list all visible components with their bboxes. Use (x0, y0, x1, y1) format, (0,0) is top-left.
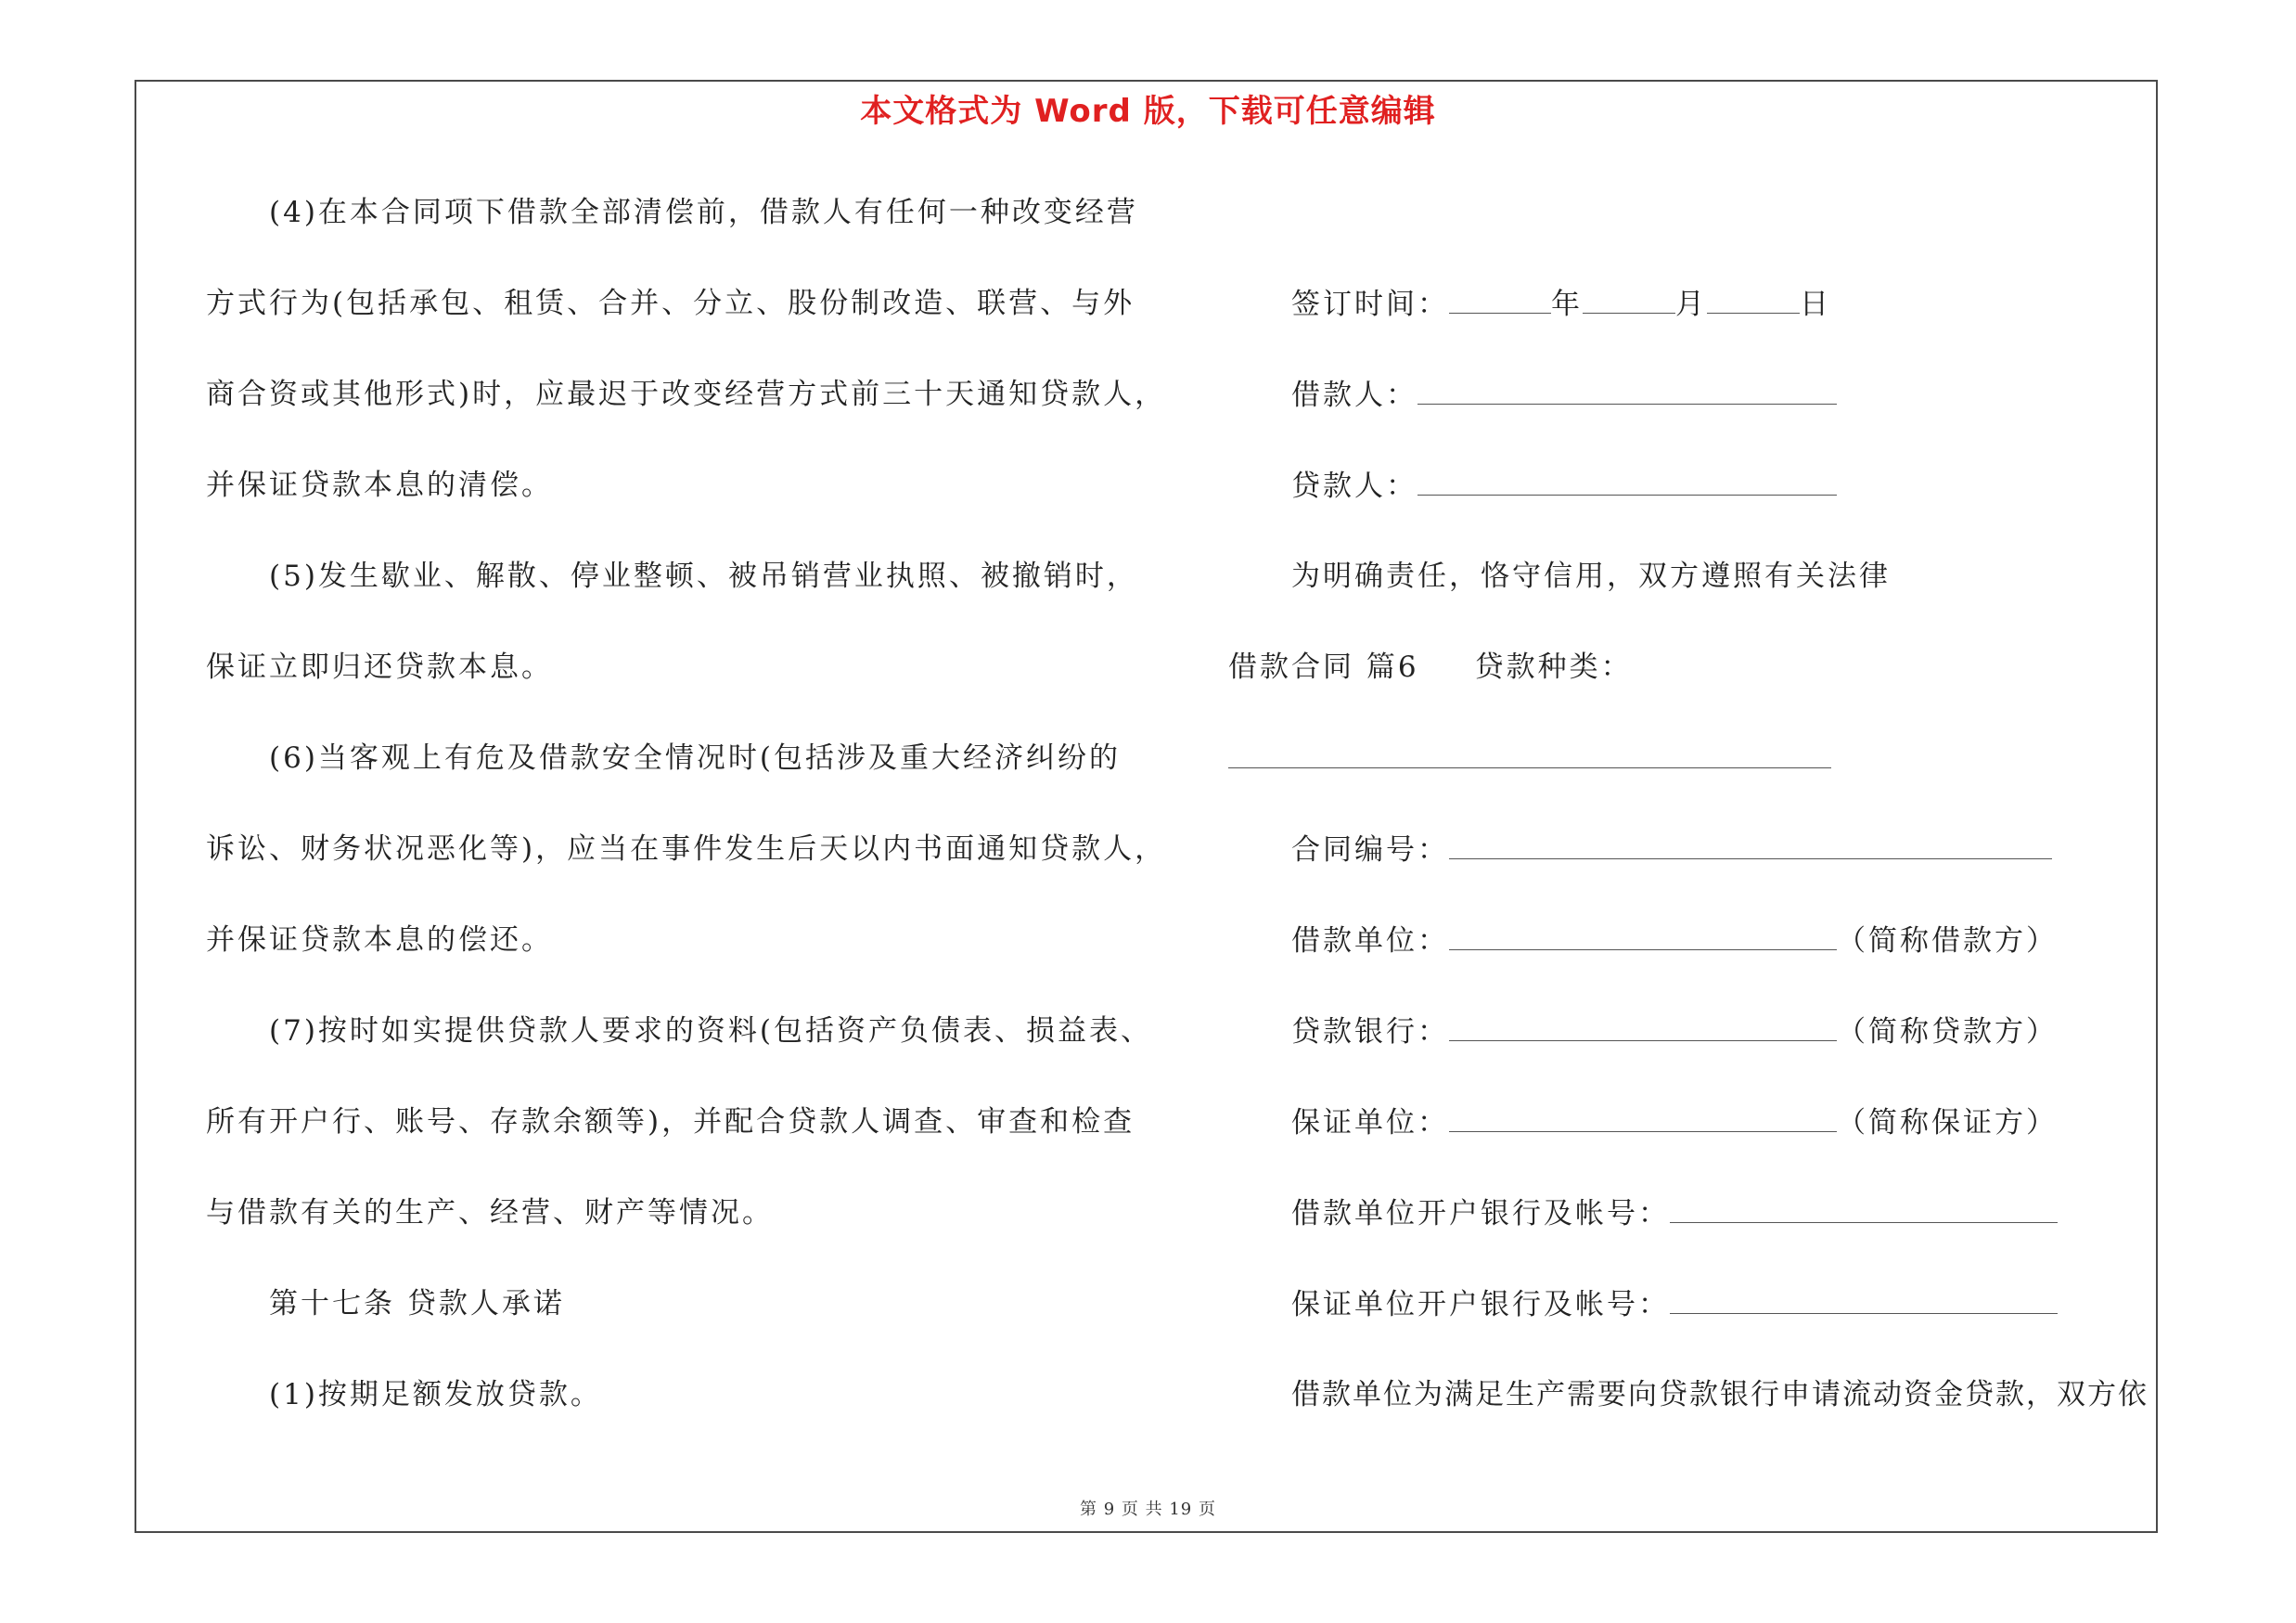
lender-line (1291, 467, 1837, 505)
borrower-label: 借款人： (1291, 379, 1417, 412)
left-line-8: 诉讼、财务状况恶化等)，应当在事件发生后天以内书面通知贷款人， (206, 832, 1167, 866)
loan-type-label: 贷款种类： (1474, 650, 1633, 684)
heading-line (1228, 649, 1633, 686)
lending-bank-line (1291, 1012, 2058, 1050)
contract-no-label: 合同编号： (1291, 833, 1449, 867)
format-banner: 本文格式为 Word 版，下载可任意编辑 (860, 93, 1436, 130)
intro-line: 为明确责任，恪守信用，双方遵照有关法律 (1291, 560, 1891, 593)
guarantor-short: （简称保证方） (1837, 1106, 2058, 1140)
borrowing-unit-short: （简称借款方） (1837, 924, 2058, 958)
left-line-14: (1)按期足额发放贷款。 (269, 1378, 602, 1411)
guarantor-account-label: 保证单位开户银行及帐号： (1291, 1288, 1670, 1321)
contract-heading: 借款合同 篇6 (1228, 650, 1419, 684)
borrowing-unit-blank (1449, 921, 1837, 950)
left-line-11: 所有开户行、账号、存款余额等)，并配合贷款人调查、审查和检查 (206, 1105, 1135, 1139)
lender-blank (1417, 467, 1837, 496)
contract-no-line (1291, 831, 2052, 869)
borrower-line (1291, 376, 1837, 414)
sign-date-label: 签订时间： (1291, 288, 1449, 321)
guarantor-blank (1449, 1103, 1837, 1132)
loan-type-blank (1228, 740, 1831, 768)
last-line: 借款单位为满足生产需要向贷款银行申请流动资金贷款，双方依 (1291, 1378, 2148, 1411)
sign-month-blank (1583, 285, 1675, 314)
guarantor-line (1291, 1103, 2058, 1141)
left-line-13: 第十七条 贷款人承诺 (269, 1287, 565, 1320)
borrowing-unit-line (1291, 921, 2058, 960)
borrower-account-blank (1670, 1194, 2058, 1223)
borrowing-unit-label: 借款单位： (1291, 924, 1449, 958)
left-line-12: 与借款有关的生产、经营、财产等情况。 (206, 1196, 774, 1230)
sign-day-blank (1707, 285, 1800, 314)
lending-bank-short: （简称贷款方） (1837, 1015, 2058, 1049)
left-line-9: 并保证贷款本息的偿还。 (206, 923, 553, 957)
guarantor-label: 保证单位： (1291, 1106, 1449, 1140)
sign-year-label: 年 (1551, 288, 1583, 321)
sign-year-blank (1449, 285, 1551, 314)
sign-month-label: 月 (1675, 288, 1707, 321)
contract-no-blank (1449, 831, 2052, 859)
left-line-4: 并保证贷款本息的清偿。 (206, 469, 553, 502)
sign-day-label: 日 (1800, 288, 1831, 321)
left-line-5: (5)发生歇业、解散、停业整顿、被吊销营业执照、被撤销时， (269, 560, 1138, 593)
left-line-6: 保证立即归还贷款本息。 (206, 650, 553, 684)
sign-date-line (1291, 285, 1831, 323)
left-line-10: (7)按时如实提供贷款人要求的资料(包括资产负债表、损益表、 (269, 1014, 1153, 1048)
left-line-3: 商合资或其他形式)时，应最迟于改变经营方式前三十天通知贷款人， (206, 378, 1167, 411)
left-line-2: 方式行为(包括承包、租赁、合并、分立、股份制改造、联营、与外 (206, 287, 1135, 320)
borrower-account-label: 借款单位开户银行及帐号： (1291, 1197, 1670, 1230)
page-footer: 第 9 页 共 19 页 (1080, 1500, 1216, 1519)
lending-bank-blank (1449, 1012, 1837, 1041)
left-line-1: (4)在本合同项下借款全部清偿前，借款人有任何一种改变经营 (269, 196, 1138, 229)
lending-bank-label: 贷款银行： (1291, 1015, 1449, 1049)
borrower-account-line (1291, 1194, 2058, 1232)
lender-label: 贷款人： (1291, 470, 1417, 503)
left-line-7: (6)当客观上有危及借款安全情况时(包括涉及重大经济纠纷的 (269, 741, 1122, 775)
guarantor-account-line (1291, 1285, 2058, 1323)
borrower-blank (1417, 376, 1837, 405)
guarantor-account-blank (1670, 1285, 2058, 1314)
